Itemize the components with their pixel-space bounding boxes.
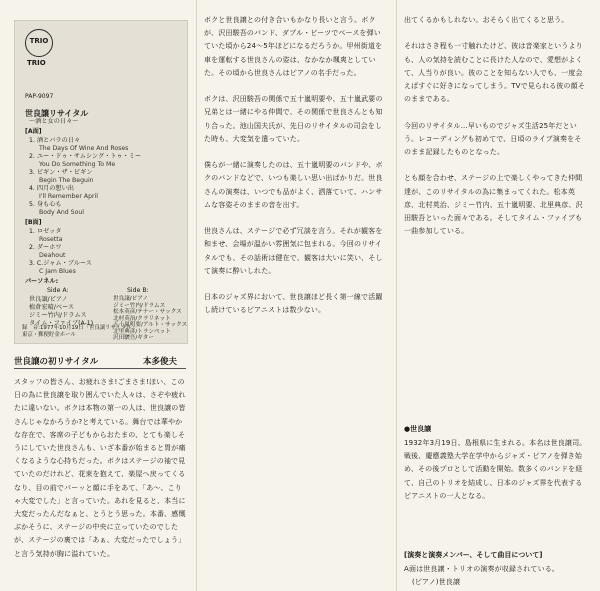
personnel-member: タイム・ファイブ(A-1) <box>29 320 94 327</box>
trio-logo <box>25 29 53 57</box>
personnel-member: 松本英彦/テナー・サックス <box>113 309 182 315</box>
track-title: 1. ロゼッタ <box>29 228 62 235</box>
essay-author: 本多俊夫 <box>143 357 178 367</box>
track-title: 3. C.ジャム・ブルース <box>29 260 92 267</box>
essay-title: 世良譲の初リサイタル <box>14 357 99 367</box>
track-title-en: Begin The Beguin <box>39 177 94 184</box>
track-title: 4. 四月の想い出 <box>29 185 74 192</box>
personnel-heading: パーソネル: <box>25 278 59 285</box>
performance-heading: [演奏と演奏メンバー、そして曲目について] <box>404 551 543 559</box>
essay-rule <box>14 368 186 369</box>
side-a-heading: [A面] <box>25 128 42 135</box>
artist-bio: 1932年3月19日、島根県に生まれる。本名は世良譲司。戦後、慶應義塾大学在学中からジャズ・ピアノを弾き始め、その後プロとして活動を開始。数多くのバンドを経て、自己のトリオを結成し、日本のジャズ界を代表するピアニストの一人となる。 <box>404 439 587 500</box>
personnel-member: 世良譲/ピアノ <box>29 296 68 303</box>
personnel-member: 北村英治/クラリネット <box>113 315 171 322</box>
recording-date: 録 音:1977年10月19日「世良譲リサイタル」 <box>22 325 138 331</box>
personnel-member: ジミー竹内/ドラムス <box>29 312 87 319</box>
personnel-member: 世良譲/ピアノ <box>113 296 148 302</box>
column-divider <box>396 0 397 591</box>
personnel-member: 植倉宏晴/ベース <box>29 304 75 311</box>
track-title-en: Deahout <box>39 252 66 259</box>
personnel-member: 北里典彦/トランペット <box>113 328 171 335</box>
personnel-member: 沢田駿吾/ギター <box>113 335 154 341</box>
essay-column-1: スタッフの皆さん、お疲れさま!ごまさま!ほい、この日の為に世良譲を取り囲んでいた人々は、さぞや疲れたに違いない。ボクは本物の第一の人は、世良譲の皆さんじゃなかろうか?と考えている。舞台では華やかな存在で、客席の子どもからおたまの、とても楽しそうにしていた世良さんも、いざ本番が始まると胃が痛くなるような心持ちだった。ボクはステージの袖で見ていたのだけれど、花束を抱えて、楽屋へ戻ってくるなり、目の前でパーッと顔に手をあて、「あ〜、こりゃ大変でした」と言っていた。あれを見ると、本当に大変だったんだなぁと、とうとう思った。本番、感慨ぶかそうに、ステージの中央に立っていたのでしたが、ステージの裏では「あぁ、大変だったでしょう」と言う気持が胸に溢れていた。 <box>14 378 186 558</box>
catalog-number: PAP-9097 <box>25 93 54 100</box>
recording-venue: 東京・郵便貯金ホール <box>22 332 76 338</box>
track-title-en: The Days Of Wine And Roses <box>39 145 129 152</box>
label-brand: TRIO <box>27 59 46 67</box>
album-subtitle: 〜酒と女の日々〜 <box>29 118 79 125</box>
track-title: 1. 酒とバラの日々 <box>29 137 81 144</box>
logo-text: TRIO <box>29 37 49 45</box>
personnel-member: 五十嵐明要/アルト・サックス <box>113 322 188 328</box>
personnel-side-a-label: Side A: <box>47 287 69 294</box>
personnel-member: ジミー竹内/ドラムス <box>113 302 166 309</box>
track-title: 2. ユー・ドゥ・サムシング・トゥ・ミー <box>29 153 142 160</box>
track-title: 3. ビギン・ザ・ビギン <box>29 169 93 176</box>
tracklist-panel <box>14 20 188 344</box>
column-divider <box>196 0 197 591</box>
track-title-en: C Jam Blues <box>39 268 76 275</box>
track-title-en: Rosetta <box>39 236 63 243</box>
track-title-en: You Do Something To Me <box>39 161 116 168</box>
performance-notes: A面は世良譲・トリオの演奏が収録されている。 <box>404 565 560 573</box>
artist-bio-heading: ●世良譲 <box>404 425 432 433</box>
side-b-heading: [B面] <box>25 219 42 226</box>
essay-column-3: 出てくるかもしれない。おそらく出てくると思う。 それはさき程も一寸触れたけど、彼は音楽家というよりも、人の気持を読むことに長けた人なので、愛想がよくて、人当りが良い。彼のことを知らない人でも、一度会えばすぐに好きになってしまう。TVで見られる彼の顔そのままである。 今回のリサイタル…早いものでジャズ生活25年だという。レコーディングも初めてで、日頃のライブ演奏をそのまま記録したものとなった。 とも顔を合わせ、ステージの上で楽しくやってきた仲間達が、このリサイタルの為に集まってくれた。松本英彦、北村英治、ジミー竹内、五十嵐明要、北里典彦、沢田駿吾といった面々である。そしてタイム・ファイブも一曲参加している。 <box>404 16 585 236</box>
track-title: 2. ダーホワ <box>29 244 62 251</box>
track-title-en: Body And Soul <box>39 209 84 216</box>
essay-column-2: ボクと世良譲との付き合いもかなり長いと言う。ボクが、沢田駿吾のバンド、ダブル・ビーツでベースを弾いていた頃から24〜5年ほどになるだろうか。甲州街道を車を運転する世良さんの姿は、なかなか颯爽としていた。その頃から世良さんはピアノの名手だった。 ボクは、沢田駿吾の関係で五十嵐明要や、五十嵐武要の兄弟とは一緒にやる仲間で、その関係で世良さんとも知り合った。池山国夫氏が、先日のリサイタルの司会をした時も、大変気を遣っていた。 僕らが一緒に演奏したのは、五十嵐明要のバンドや、ボクのバンドなどで、いつも楽しい思い出ばかりだ。世良さんの演奏は、いつでも品がよく、洒落ていて、ハンサムな容姿そのままの音を出す。 世良さんは、ステージで必ず冗談を言う。それが観客を和ませ、会場が温かい雰囲気に包まれる。今回のリサイタルでも、その話術は健在で、観客は大いに笑い、そして演奏に酔いしれた。 日本のジャズ界において、世良譲ほど長く第一線で活躍し続けているピアニストは数少ない。 <box>204 16 383 315</box>
album-title: 世良譲リサイタル <box>25 109 89 118</box>
track-title: 5. 身も心も <box>29 201 62 208</box>
performance-footer: (ピアノ)世良譲 <box>412 578 461 586</box>
track-title-en: I'll Remember April <box>39 193 99 200</box>
personnel-side-b-label: Side B: <box>127 287 149 294</box>
